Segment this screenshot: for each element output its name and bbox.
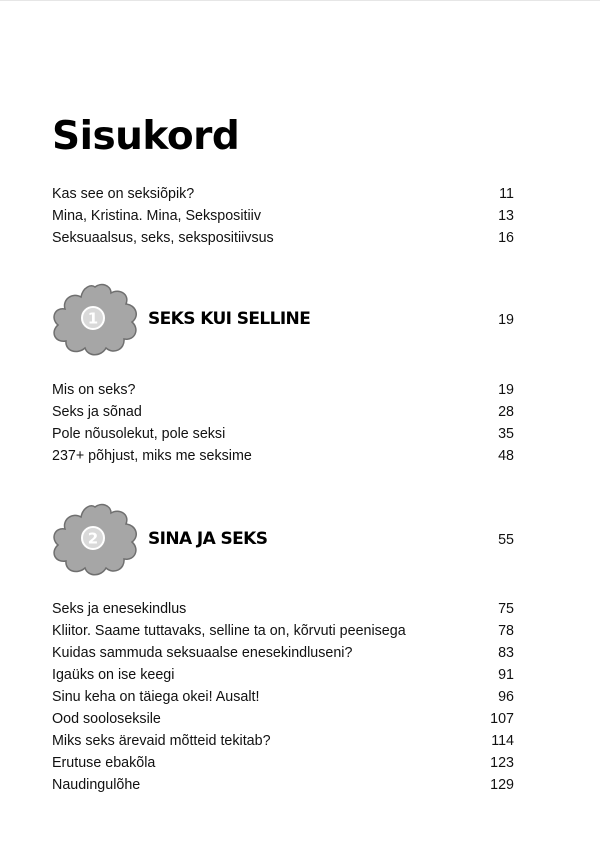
- toc-entry-title: Sinu keha on täiega okei! Ausalt!: [52, 689, 260, 705]
- toc-entry[interactable]: [52, 752, 514, 774]
- chapter-2-list: [52, 598, 514, 796]
- toc-entry[interactable]: [52, 664, 514, 686]
- toc-entry-page: 35: [498, 426, 514, 442]
- toc-entry-page: 129: [490, 777, 514, 793]
- toc-entry-page: 11: [499, 186, 514, 202]
- page-title: Sisukord: [52, 114, 240, 159]
- toc-entry[interactable]: [52, 379, 514, 401]
- toc-entry-page: 96: [498, 689, 514, 705]
- toc-entry-page: 83: [498, 645, 514, 661]
- toc-entry-title: Miks seks ärevaid mõtteid tekitab?: [52, 733, 271, 749]
- toc-entry-title: Mina, Kristina. Mina, Sekspositiiv: [52, 208, 261, 224]
- toc-entry[interactable]: [52, 183, 514, 205]
- toc-entry[interactable]: [52, 620, 514, 642]
- chapter-1-list: [52, 379, 514, 467]
- toc-entry-page: 107: [490, 711, 514, 727]
- toc-entry[interactable]: [52, 445, 514, 467]
- toc-entry-title: Seks ja sõnad: [52, 404, 142, 420]
- chapter-page: 55: [498, 532, 514, 548]
- toc-entry-title: Pole nõusolekut, pole seksi: [52, 426, 226, 442]
- toc-entry-title: Seks ja enesekindlus: [52, 601, 187, 617]
- toc-entry-page: 114: [491, 733, 514, 749]
- toc-entry-page: 19: [498, 382, 514, 398]
- toc-entry-title: Mis on seks?: [52, 382, 136, 398]
- toc-entry-title: Seksuaalsus, seks, sekspositiivsus: [52, 230, 274, 246]
- flower-badge-icon: [48, 501, 142, 579]
- toc-entry[interactable]: [52, 774, 514, 796]
- toc-entry-title: Ood sooloseksile: [52, 711, 161, 727]
- toc-entry[interactable]: [52, 598, 514, 620]
- toc-entry[interactable]: [52, 205, 514, 227]
- chapter-2-header[interactable]: [48, 501, 514, 581]
- toc-entry-title: Kuidas sammuda seksuaalse enesekindluseni?: [52, 645, 353, 661]
- toc-entry-page: 75: [498, 601, 514, 617]
- toc-entry[interactable]: [52, 730, 514, 752]
- toc-entry[interactable]: [52, 401, 514, 423]
- toc-entry[interactable]: [52, 642, 514, 664]
- toc-entry[interactable]: [52, 227, 514, 249]
- toc-entry-title: Kas see on seksiõpik?: [52, 186, 195, 202]
- toc-entry[interactable]: [52, 423, 514, 445]
- toc-entry-page: 91: [498, 667, 514, 683]
- toc-entry[interactable]: [52, 708, 514, 730]
- flower-badge-icon: [48, 281, 142, 359]
- toc-entry-page: 13: [498, 208, 514, 224]
- toc-entry-title: Kliitor. Saame tuttavaks, selline ta on, kõrvuti peenisega: [52, 623, 406, 639]
- toc-entry-title: 237+ põhjust, miks me seksime: [52, 448, 252, 464]
- intro-list: [52, 183, 514, 249]
- toc-entry-title: Naudingulõhe: [52, 777, 141, 793]
- toc-entry-title: Erutuse ebakõla: [52, 755, 156, 771]
- chapter-1-header[interactable]: [48, 281, 514, 361]
- chapter-title: SEKS KUI SELLINE: [148, 309, 311, 329]
- toc-entry-title: Igaüks on ise keegi: [52, 667, 175, 683]
- toc-entry-page: 28: [498, 404, 514, 420]
- toc-entry-page: 48: [498, 448, 514, 464]
- chapter-title: SINA JA SEKS: [148, 529, 268, 549]
- top-border-line: [0, 0, 600, 1]
- toc-entry[interactable]: [52, 686, 514, 708]
- toc-entry-page: 16: [498, 230, 514, 246]
- chapter-page: 19: [498, 312, 514, 328]
- chapter-number: 1: [87, 309, 99, 328]
- toc-entry-page: 78: [498, 623, 514, 639]
- chapter-number: 2: [87, 529, 99, 548]
- toc-entry-page: 123: [490, 755, 514, 771]
